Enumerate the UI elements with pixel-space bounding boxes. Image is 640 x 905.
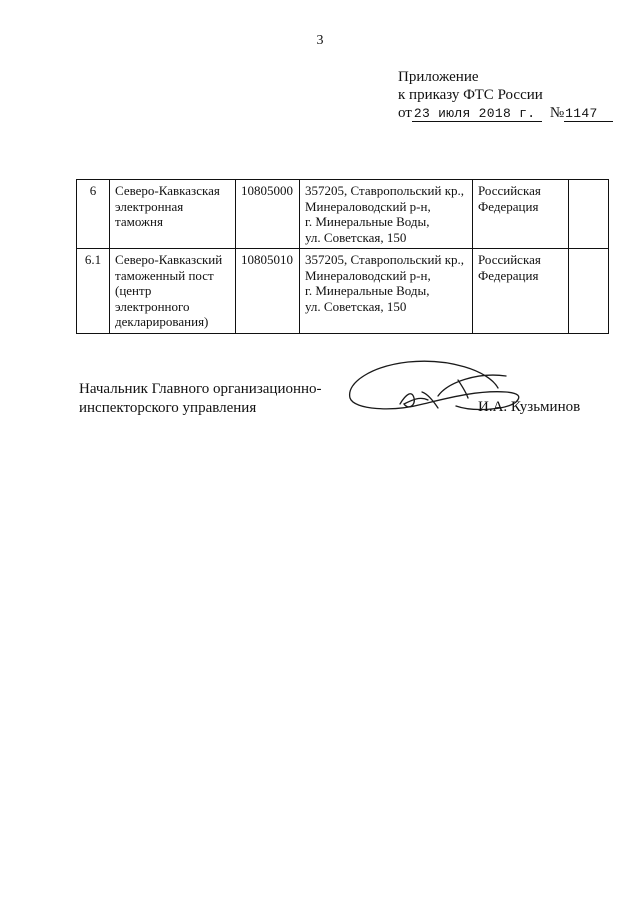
address-line: ул. Советская, 150 xyxy=(305,229,407,245)
country xyxy=(473,180,569,249)
customs-name-line: электронная xyxy=(115,198,184,214)
number-sign: № xyxy=(549,105,565,121)
table-row xyxy=(77,180,609,249)
customs-name-line: таможня xyxy=(115,214,163,229)
address-line: 357205, Ставропольский кр., xyxy=(305,183,465,198)
country-line: Российская xyxy=(478,252,541,267)
customs-address xyxy=(300,249,473,334)
signer-title-line: Начальник Главного организационно- xyxy=(79,381,322,397)
address-line: 357205, Ставропольский кр., xyxy=(305,252,465,267)
country-line: Федерация xyxy=(478,198,539,214)
customs-name-line: таможенный пост xyxy=(115,267,214,283)
customs-name-line: декларирования) xyxy=(115,314,209,329)
address-line: Минераловодский р-н, xyxy=(305,198,431,214)
extra-cell xyxy=(569,249,609,334)
order-date: 23 июля 2018 г. xyxy=(412,106,542,122)
customs-name-line: электронного xyxy=(115,298,190,314)
address-line: г. Минеральные Воды, xyxy=(305,283,430,298)
appendix-order-ref: к приказу ФТС России xyxy=(398,87,543,103)
country-line: Федерация xyxy=(478,267,539,283)
appendix-title: Приложение xyxy=(398,69,479,85)
customs-name-line: (центр xyxy=(115,283,152,298)
address-line: г. Минеральные Воды, xyxy=(305,214,430,229)
extra-cell xyxy=(569,180,609,249)
signer-title-line: инспекторского управления xyxy=(79,400,257,416)
address-line: ул. Советская, 150 xyxy=(305,298,407,314)
table-row xyxy=(77,249,609,334)
signer-name: И.А. Кузьминов xyxy=(478,399,581,415)
customs-name xyxy=(110,249,236,334)
customs-name xyxy=(110,180,236,249)
customs-table xyxy=(76,179,609,334)
customs-name-line: Северо-Кавказская xyxy=(115,183,220,198)
row-number: 6.1 xyxy=(77,249,110,334)
customs-code: 10805010 xyxy=(236,249,300,334)
customs-code: 10805000 xyxy=(236,180,300,249)
country xyxy=(473,249,569,334)
date-prefix: от xyxy=(398,105,412,121)
address-line: Минераловодский р-н, xyxy=(305,267,431,283)
page-number: 3 xyxy=(316,33,324,48)
appendix-date-line xyxy=(398,104,613,122)
country-line: Российская xyxy=(478,183,541,198)
customs-address xyxy=(300,180,473,249)
appendix-header xyxy=(398,68,613,122)
signer-title xyxy=(79,380,339,418)
row-number: 6 xyxy=(77,180,110,249)
order-number: 1147 xyxy=(564,106,613,122)
customs-name-line: Северо-Кавказский xyxy=(115,252,223,267)
